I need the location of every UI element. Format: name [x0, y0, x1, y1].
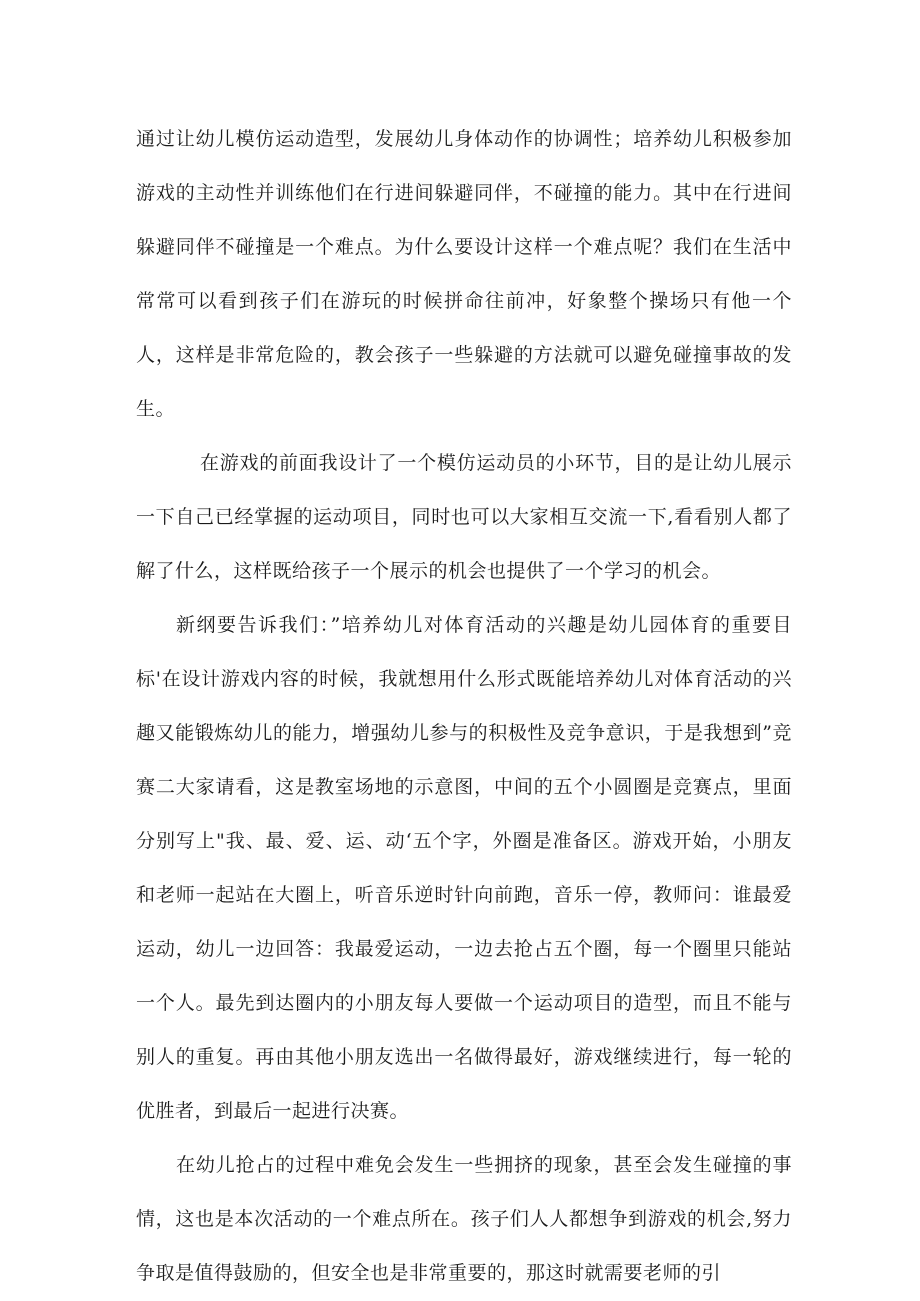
paragraph-3: 新纲要告诉我们：”培养幼儿对体育活动的兴趣是幼儿园体育的重要目标'在设计游戏内容的时候，我就想用什么形式既能培养幼儿对体育活动的兴趣又能锻炼幼儿的能力，增强幼儿参与的积极性及竞争意识，于是我想到”竞赛二大家请看，这是教室场地的示意图，中间的五个小圆圈是竞赛点，里面分别写上"我、最、爱、运、动‘五个字，外圈是准备区。游戏开始，小朋友和老师一起站在大圈上，听音乐逆时针向前跑，音乐一停，教师问：谁最爱运动，幼儿一边回答：我最爱运动，一边去抢占五个圈，每一个圈里只能站一个人。最先到达圈内的小朋友每人要做一个运动项目的造型，而且不能与别人的重复。再由其他小朋友选出一名做得最好，游戏继续进行，每一轮的优胜者，到最后一起进行决赛。 — [136, 614, 792, 1122]
paragraph-1: 通过让幼儿模仿运动造型，发展幼儿身体动作的协调性；培养幼儿积极参加游戏的主动性并训练他们在行进间躲避同伴，不碰撞的能力。其中在行进间躲避同伴不碰撞是一个难点。为什么要设计这样一个难点呢？我们在生活中常常可以看到孩子们在游玩的时候拼命往前冲，好象整个操场只有他一个人，这样是非常危险的，教会孩子一些躲避的方法就可以避免碰撞事故的发生。 — [136, 128, 792, 420]
paragraph-4: 在幼儿抢占的过程中难免会发生一些拥挤的现象，甚至会发生碰撞的事情，这也是本次活动的一个难点所在。孩子们人人都想争到游戏的机会,努力争取是值得鼓励的，但安全也是非常重要的，那这时就需要老师的引 — [136, 1154, 792, 1284]
paragraph-2: 在游戏的前面我设计了一个模仿运动员的小环节，目的是让幼儿展示一下自己已经掌握的运动项目，同时也可以大家相互交流一下,看看别人都了解了什么，这样既给孩子一个展示的机会也提供了一个学习的机会。 — [136, 452, 792, 582]
document-page — [136, 112, 792, 1300]
